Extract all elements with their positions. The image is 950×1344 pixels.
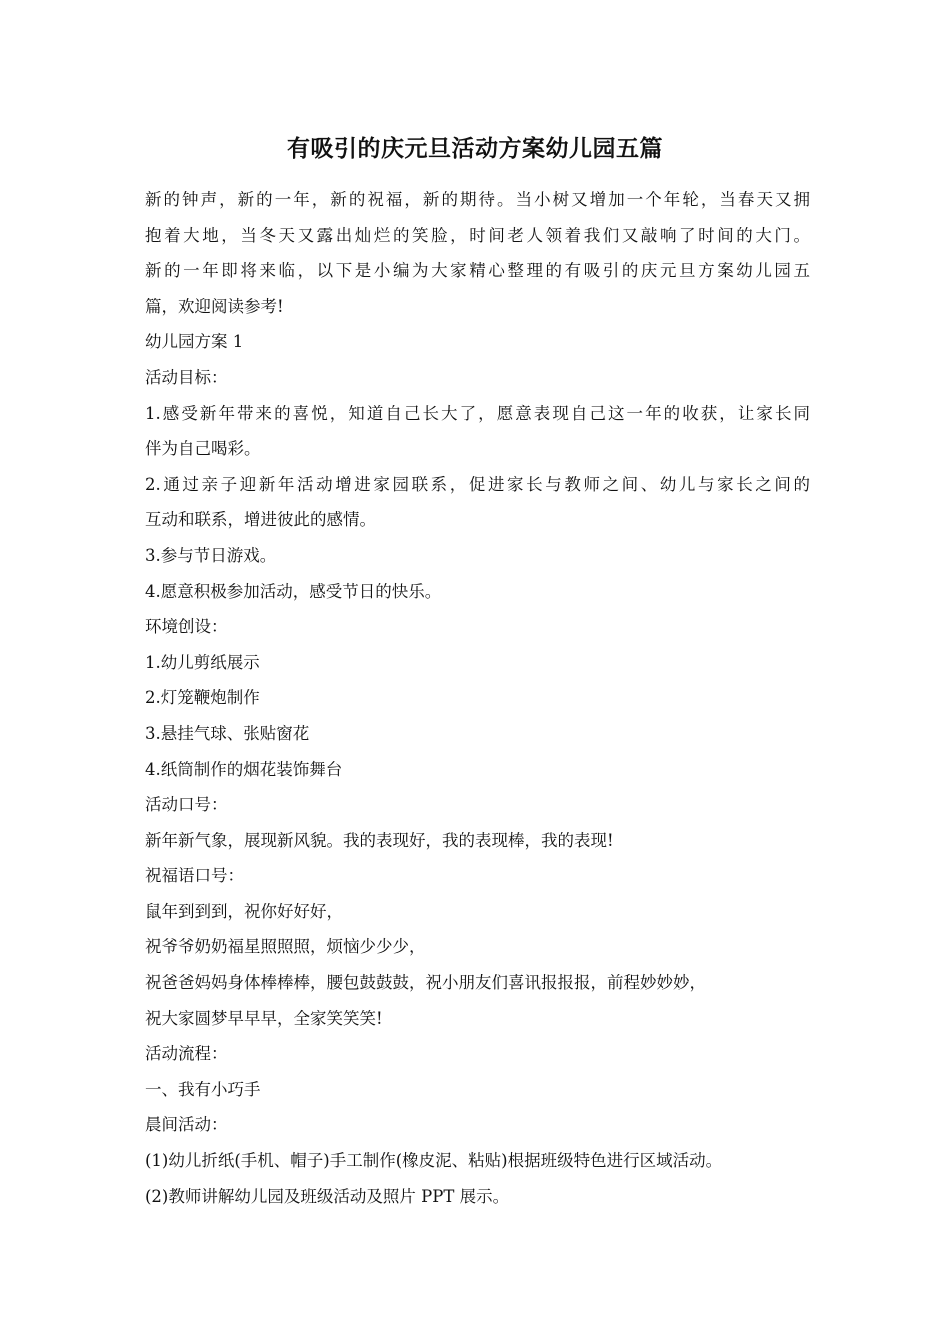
- paragraph-line: 活动口号：: [145, 795, 228, 815]
- paragraph-line: 活动流程：: [145, 1044, 228, 1064]
- paragraph-line: 篇，欢迎阅读参考!: [145, 296, 284, 316]
- paragraph-line: 1.感受新年带来的喜悦，知道自己长大了，愿意表现自己这一年的收获，让家长同: [145, 403, 810, 423]
- paragraph-line: 祝爸爸妈妈身体棒棒棒，腰包鼓鼓鼓，祝小朋友们喜讯报报报，前程妙妙妙，: [145, 973, 706, 993]
- paragraph-line: 一、我有小巧手: [145, 1079, 261, 1099]
- paragraph-line: 4.纸筒制作的烟花装饰舞台: [145, 759, 343, 779]
- paragraph-line: 伴为自己喝彩。: [145, 439, 261, 459]
- paragraph-line: (2)教师讲解幼儿园及班级活动及照片 PPT 展示。: [145, 1186, 510, 1206]
- document-body: [145, 182, 810, 1214]
- document-title: 有吸引的庆元旦活动方案幼儿园五篇: [287, 136, 663, 162]
- paragraph-line: 3.参与节日游戏。: [145, 545, 277, 565]
- paragraph-line: 环境创设：: [145, 617, 228, 637]
- paragraph-line: 新的一年即将来临，以下是小编为大家精心整理的有吸引的庆元旦方案幼儿园五: [145, 261, 810, 281]
- paragraph-line: 4.愿意积极参加活动，感受节日的快乐。: [145, 581, 442, 601]
- paragraph-line: 互动和联系，增进彼此的感情。: [145, 510, 376, 530]
- paragraph-line: 祝福语口号：: [145, 866, 244, 886]
- paragraph-line: (1)幼儿折纸(手机、帽子)手工制作(橡皮泥、粘贴)根据班级特色进行区域活动。: [145, 1151, 723, 1171]
- paragraph-line: 新年新气象，展现新风貌。我的表现好，我的表现棒，我的表现!: [145, 830, 614, 850]
- paragraph-line: 抱着大地，当冬天又露出灿烂的笑脸，时间老人领着我们又敲响了时间的大门。: [145, 225, 810, 245]
- paragraph-line: 祝大家圆梦早早早，全家笑笑笑!: [145, 1008, 383, 1028]
- paragraph-line: 晨间活动：: [145, 1115, 228, 1135]
- paragraph-line: 1.幼儿剪纸展示: [145, 652, 260, 672]
- paragraph-line: 鼠年到到到，祝你好好好，: [145, 901, 343, 921]
- paragraph-line: 2.灯笼鞭炮制作: [145, 688, 260, 708]
- paragraph-line: 新的钟声，新的一年，新的祝福，新的期待。当小树又增加一个年轮，当春天又拥: [145, 190, 810, 209]
- paragraph-line: 3.悬挂气球、张贴窗花: [145, 723, 310, 743]
- paragraph-line: 祝爷爷奶奶福星照照照，烦恼少少少，: [145, 937, 426, 957]
- paragraph-line: 幼儿园方案 1: [145, 332, 244, 352]
- paragraph-line: 2.通过亲子迎新年活动增进家园联系，促进家长与教师之间、幼儿与家长之间的: [145, 474, 810, 494]
- paragraph-line: 活动目标：: [145, 367, 228, 387]
